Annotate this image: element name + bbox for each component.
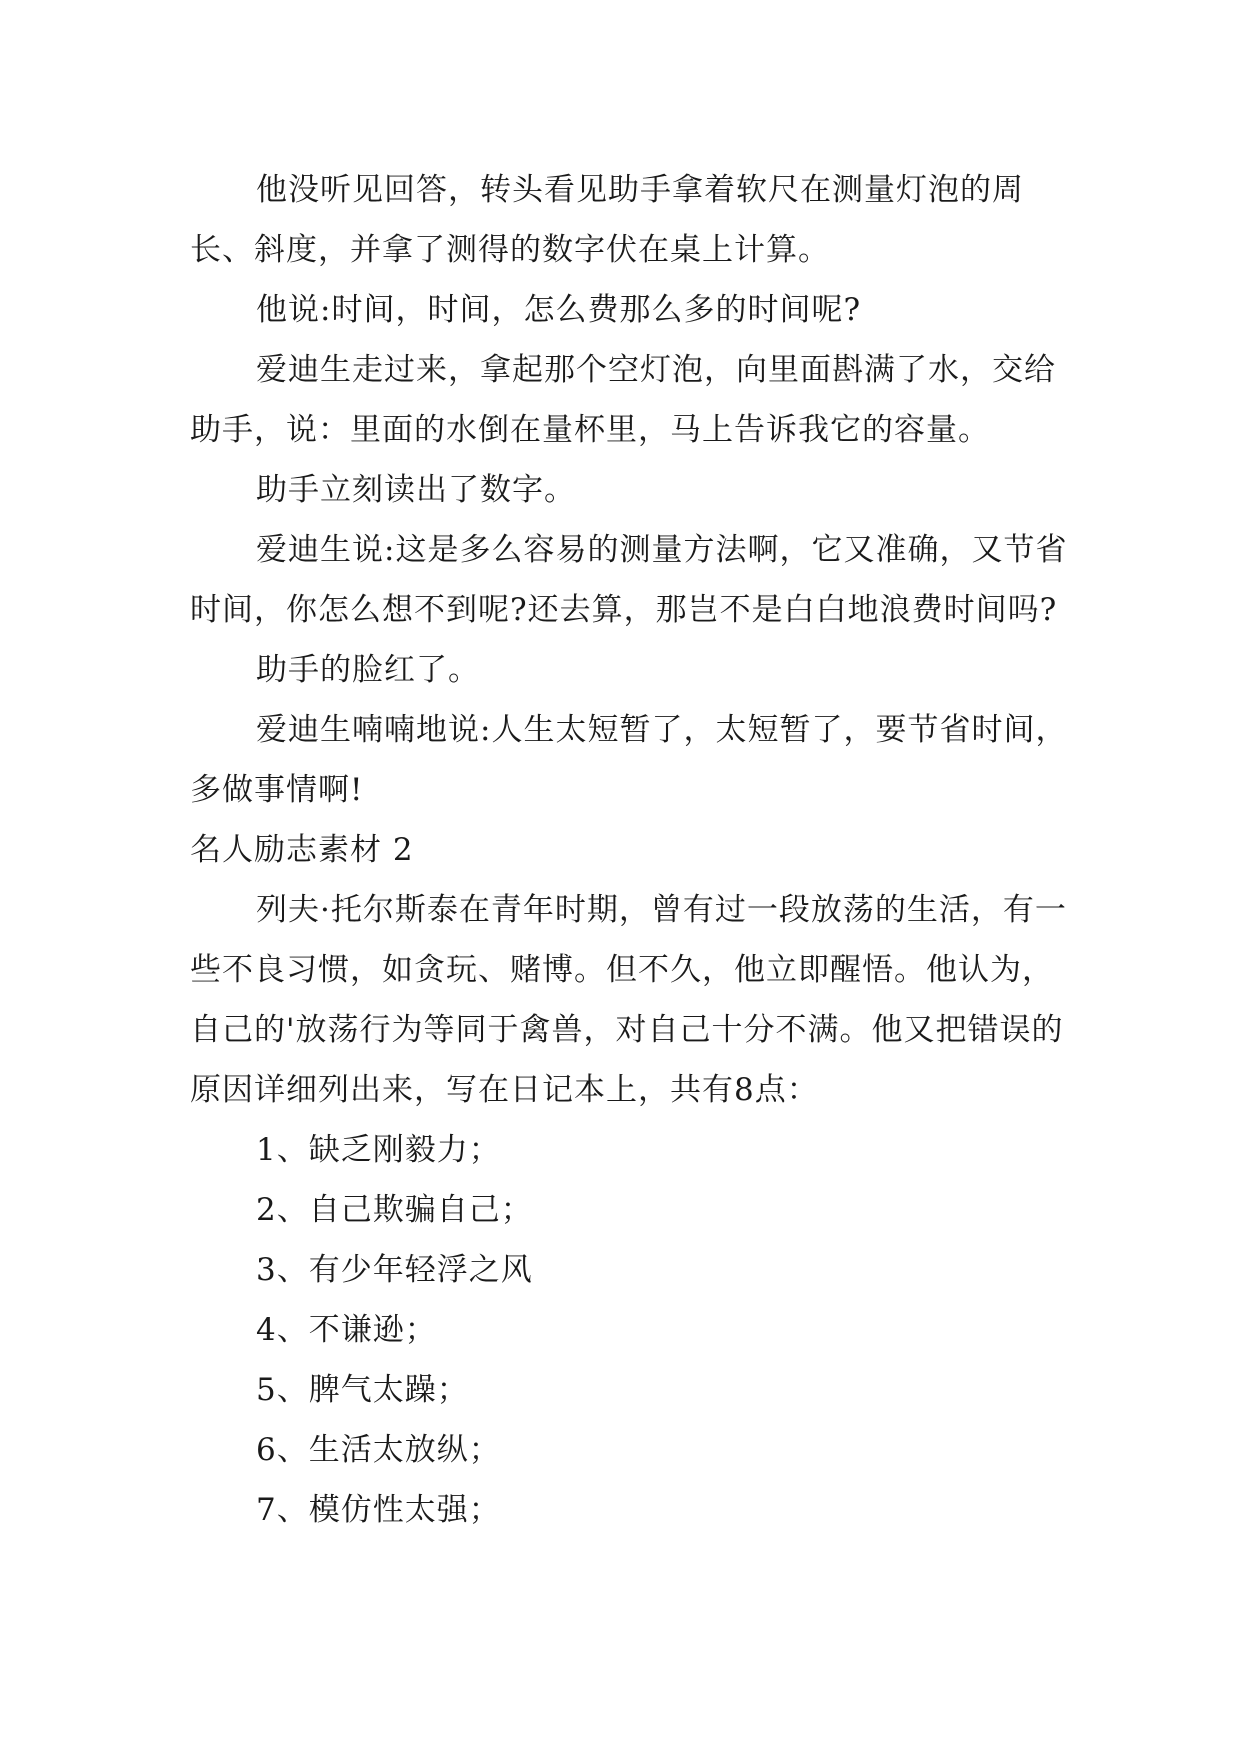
paragraph: 爱迪生说:这是多么容易的测量方法啊，它又准确，又节省时间，你怎么想不到呢?还去算，那岂不是白白地浪费时间吗?	[190, 532, 1068, 628]
document-page	[190, 160, 1070, 1540]
list-item: 4、不谦逊；	[256, 1312, 437, 1348]
paragraph: 爱迪生走过来，拿起那个空灯泡，向里面斟满了水，交给助手，说：里面的水倒在量杯里，马上告诉我它的容量。	[190, 352, 1056, 448]
list-item: 3、有少年轻浮之风	[256, 1252, 533, 1288]
list-item: 7、模仿性太强；	[256, 1492, 501, 1528]
paragraph: 助手的脸红了。	[256, 652, 480, 688]
paragraph: 列夫·托尔斯泰在青年时期，曾有过一段放荡的生活，有一些不良习惯，如贪玩、赌博。但不久，他立即醒悟。他认为，自己的'放荡行为等同于禽兽，对自己十分不满。他又把错误的原因详细列出来，写在日记本上，共有8点：	[190, 892, 1067, 1108]
list-item: 2、自己欺骗自己；	[256, 1192, 533, 1228]
paragraph: 他没听见回答，转头看见助手拿着软尺在测量灯泡的周长、斜度，并拿了测得的数字伏在桌上计算。	[190, 172, 1024, 268]
list-item: 6、生活太放纵；	[256, 1432, 501, 1468]
list-item: 1、缺乏刚毅力；	[256, 1132, 501, 1168]
paragraph: 爱迪生喃喃地说:人生太短暂了，太短暂了，要节省时间，多做事情啊!	[190, 712, 1068, 808]
paragraph: 他说:时间，时间，怎么费那么多的时间呢?	[256, 292, 862, 328]
list-item: 5、脾气太躁；	[256, 1372, 469, 1408]
section-heading: 名人励志素材 2	[190, 832, 414, 868]
paragraph: 助手立刻读出了数字。	[256, 472, 576, 508]
